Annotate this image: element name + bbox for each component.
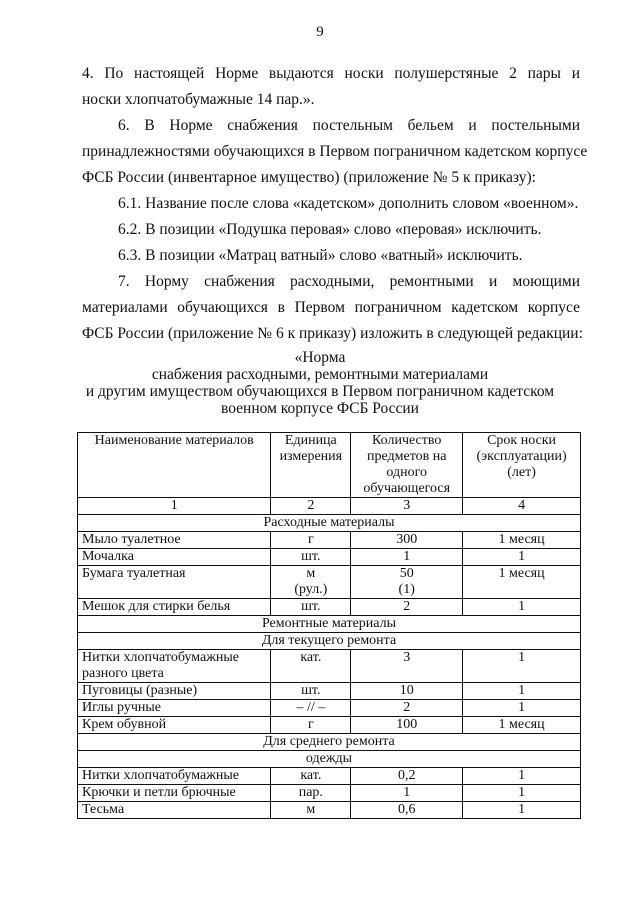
item-unit: кат. — [271, 650, 351, 683]
norm-subtitle-line-2: и другим имуществом обучающихся в Первом пограничном кадетском — [85, 383, 555, 400]
subsection-row — [78, 633, 581, 650]
item-name: Пуговицы (разные) — [78, 683, 271, 700]
item-unit: г — [271, 717, 351, 734]
item-qty: 2 — [351, 700, 463, 717]
item-term: 1 — [463, 549, 581, 566]
item-qty: 300 — [351, 532, 463, 549]
table-row — [78, 566, 581, 599]
item-qty: 3 — [351, 650, 463, 683]
item-name: Крем обувной — [78, 717, 271, 734]
item-term: 1 — [463, 599, 581, 616]
paragraph-4-line-1: 4. По настоящей Норме выдаются носки полушерстяные 2 пары и — [82, 65, 580, 82]
item-unit: кат. — [271, 768, 351, 785]
paragraph-6-line-1: 6. В Норме снабжения постельным бельем и постельными — [118, 117, 580, 134]
section-row — [78, 515, 581, 532]
item-name: Нитки хлопчатобумажные — [78, 768, 271, 785]
item-name: Мешок для стирки белья — [78, 599, 271, 616]
item-name: Крючки и петли брючные — [78, 785, 271, 802]
section-repair: Ремонтные материалы — [78, 616, 581, 633]
paragraph-6-1: 6.1. Название после слова «кадетском» дополнить словом «военном». — [118, 195, 579, 212]
subsection-row — [78, 734, 581, 751]
item-term: 1 месяц — [463, 532, 581, 549]
norm-subtitle-line-3: военном корпусе ФСБ России — [221, 400, 419, 417]
item-unit: – // – — [271, 700, 351, 717]
subsection-clothes: одежды — [78, 751, 581, 768]
item-name: Мочалка — [78, 549, 271, 566]
item-term: 1 — [463, 650, 581, 683]
qty-line-2: (1) — [398, 582, 415, 597]
unit-line-1: м — [306, 566, 316, 581]
item-qty: 100 — [351, 717, 463, 734]
paragraph-6-line-3: ФСБ России (инвентарное имущество) (приложение № 5 к приказу): — [82, 169, 536, 186]
page-number: 9 — [316, 24, 324, 40]
table-row — [78, 650, 581, 683]
header-name: Наименование материалов — [78, 433, 271, 498]
column-number-row — [78, 498, 581, 515]
table-row — [78, 802, 581, 819]
table-row — [78, 532, 581, 549]
table-row — [78, 549, 581, 566]
item-term: 1 — [463, 700, 581, 717]
section-consumables: Расходные материалы — [78, 515, 581, 532]
item-unit: пар. — [271, 785, 351, 802]
item-term: 1 — [463, 768, 581, 785]
item-qty: 1 — [351, 785, 463, 802]
unit-line-2: (рул.) — [294, 582, 328, 597]
item-name: Тесьма — [78, 802, 271, 819]
item-unit: шт. — [271, 599, 351, 616]
col-number: 4 — [463, 498, 581, 515]
norm-title: «Норма — [294, 349, 346, 366]
item-term: 1 — [463, 802, 581, 819]
col-number: 3 — [351, 498, 463, 515]
table-row — [78, 700, 581, 717]
item-name: Иглы ручные — [78, 700, 271, 717]
item-unit: г — [271, 532, 351, 549]
paragraph-7-line-2: материалами обучающихся в Первом пограничном кадетском корпусе — [82, 299, 580, 316]
paragraph-7-line-1: 7. Норму снабжения расходными, ремонтными и моющими — [118, 273, 580, 290]
paragraph-7-line-3: ФСБ России (приложение № 6 к приказу) изложить в следующей редакции: — [82, 325, 583, 342]
item-qty: 0,6 — [351, 802, 463, 819]
item-name: Нитки хлопчатобумажные разного цвета — [78, 650, 271, 683]
item-unit: шт. — [271, 683, 351, 700]
paragraph-6-2: 6.2. В позиции «Подушка перовая» слово «перовая» исключить. — [118, 221, 542, 238]
col-number: 2 — [271, 498, 351, 515]
subsection-medium-repair: Для среднего ремонта — [78, 734, 581, 751]
section-row — [78, 616, 581, 633]
table-header-row — [78, 433, 581, 498]
item-unit: м — [271, 802, 351, 819]
paragraph-4-line-2: носки хлопчатобумажные 14 пар.». — [82, 91, 315, 108]
header-term: Срок носки (эксплуатации) (лет) — [463, 433, 581, 498]
norm-table — [77, 432, 581, 819]
item-term: 1 месяц — [463, 566, 581, 599]
table-row — [78, 785, 581, 802]
table-row — [78, 717, 581, 734]
subsection-current-repair: Для текущего ремонта — [78, 633, 581, 650]
header-quantity: Количество предметов на одного обучающегося — [351, 433, 463, 498]
item-unit: шт. — [271, 549, 351, 566]
item-term: 1 — [463, 785, 581, 802]
norm-subtitle-line-1: снабжения расходными, ремонтными материалами — [151, 366, 489, 383]
item-term: 1 месяц — [463, 717, 581, 734]
item-qty: 2 — [351, 599, 463, 616]
item-name: Мыло туалетное — [78, 532, 271, 549]
item-name: Бумага туалетная — [78, 566, 271, 599]
table-row — [78, 768, 581, 785]
item-unit — [271, 566, 351, 599]
item-qty — [351, 566, 463, 599]
item-term: 1 — [463, 683, 581, 700]
table-row — [78, 683, 581, 700]
paragraph-6-3: 6.3. В позиции «Матрац ватный» слово «ватный» исключить. — [118, 247, 523, 264]
item-qty: 0,2 — [351, 768, 463, 785]
table-row — [78, 599, 581, 616]
subsection-row — [78, 751, 581, 768]
header-unit: Единица измерения — [271, 433, 351, 498]
paragraph-6-line-2: принадлежностями обучающихся в Первом пограничном кадетском корпусе — [82, 143, 588, 160]
item-qty: 1 — [351, 549, 463, 566]
item-qty: 10 — [351, 683, 463, 700]
qty-line-1: 50 — [399, 566, 414, 581]
col-number: 1 — [78, 498, 271, 515]
